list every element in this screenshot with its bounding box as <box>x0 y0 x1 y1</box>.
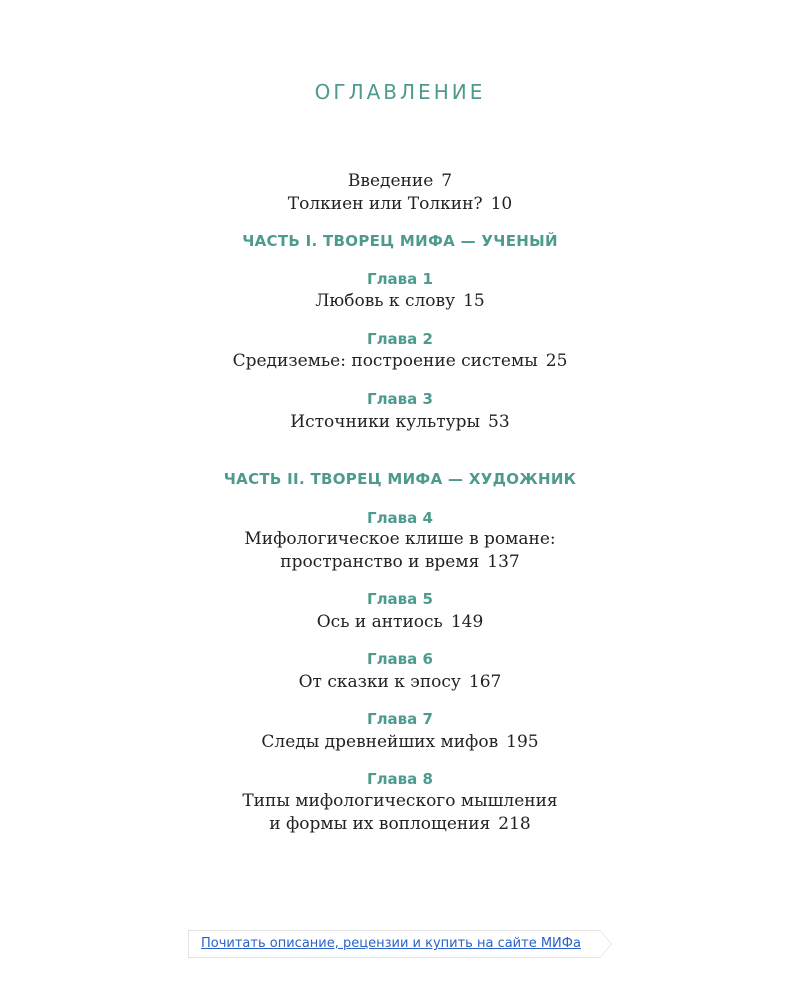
footer-link-banner <box>188 930 600 958</box>
entry-title: Типы мифологического мышления <box>242 791 558 811</box>
part-2-title: ЧАСТЬ II. ТВОРЕЦ МИФА — ХУДОЖНИК <box>223 470 577 488</box>
chapter-1-label: Глава 1 <box>367 270 433 288</box>
entry-title: Ось и антиось <box>316 612 443 632</box>
chapter-3-label: Глава 3 <box>367 390 433 408</box>
entry-title: От сказки к эпосу <box>298 672 461 692</box>
entry-page: 15 <box>463 291 485 311</box>
chapter-7-label: Глава 7 <box>367 710 433 728</box>
entry-page: 195 <box>506 732 539 752</box>
chapter-4-label: Глава 4 <box>367 509 433 527</box>
entry-title: Толкиен или Толкин? <box>287 194 483 214</box>
buy-on-mif-link[interactable]: Почитать описание, рецензии и купить на сайте МИФа <box>201 936 581 951</box>
entry-title: Средиземье: построение системы <box>232 351 538 371</box>
entry-title: и формы их воплощения <box>269 814 491 834</box>
entry-title: пространство и время <box>280 552 480 572</box>
entry-title: Любовь к слову <box>315 291 456 311</box>
entry-title: Мифологическое клише в романе: <box>244 529 556 549</box>
toc-entry-intro <box>0 170 800 192</box>
chapter-6-title <box>0 671 800 693</box>
page-title: ОГЛАВЛЕНИЕ <box>314 80 486 104</box>
part-1-title: ЧАСТЬ I. ТВОРЕЦ МИФА — УЧЕНЫЙ <box>242 232 558 250</box>
entry-title: Источники культуры <box>290 412 481 432</box>
chapter-8-title-line-2 <box>0 813 800 835</box>
toc-entry-tolkien <box>0 193 800 215</box>
entry-page: 53 <box>488 412 510 432</box>
chapter-6-label: Глава 6 <box>367 650 433 668</box>
chapter-2-label: Глава 2 <box>367 330 433 348</box>
entry-page: 137 <box>487 552 520 572</box>
entry-page: 7 <box>441 171 453 191</box>
chapter-1-title <box>0 290 800 312</box>
entry-page: 10 <box>490 194 513 214</box>
chapter-8-label: Глава 8 <box>367 770 433 788</box>
chapter-4-title-line-1 <box>0 528 800 550</box>
chapter-5-title <box>0 611 800 633</box>
entry-page: 167 <box>468 672 502 692</box>
entry-title: Введение <box>347 171 434 191</box>
chapter-4-title-line-2 <box>0 551 800 573</box>
chapter-3-title <box>0 411 800 433</box>
entry-page: 218 <box>498 814 531 834</box>
entry-title: Следы древнейших мифов <box>261 732 499 752</box>
chapter-8-title-line-1 <box>0 790 800 812</box>
chapter-7-title <box>0 731 800 753</box>
entry-page: 149 <box>450 612 484 632</box>
chapter-2-title <box>0 350 800 372</box>
entry-page: 25 <box>545 351 568 371</box>
chapter-5-label: Глава 5 <box>367 590 433 608</box>
